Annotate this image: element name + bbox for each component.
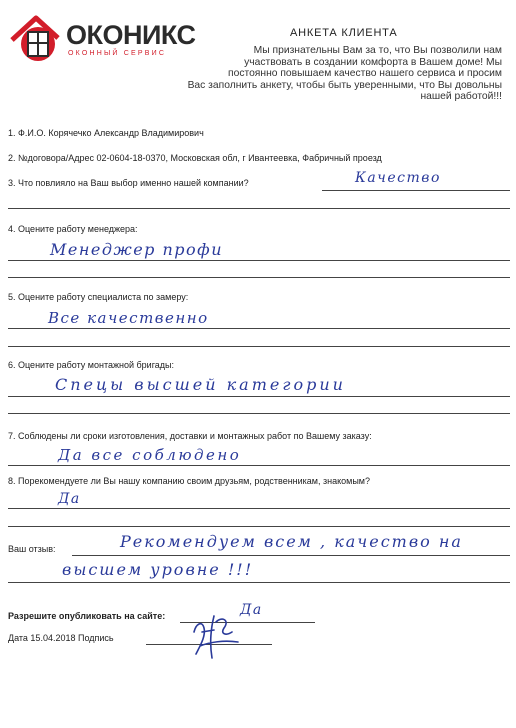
question-4-manager: 4. Оцените работу менеджера: (8, 224, 138, 234)
intro-line: Вас заполнить анкету, чтобы быть уверенными, что Вы довольны нашей работой!!! (187, 79, 502, 103)
publish-permission-label: Разрешите опубликовать на сайте: (8, 611, 166, 621)
question-3-choice-reason: 3. Что повлияло на Ваш выбор именно нашей компании? (8, 178, 249, 188)
question-6-install-team: 6. Оцените работу монтажной бригады: (8, 360, 174, 370)
question-8-recommend: 8. Порекомендуете ли Вы нашу компанию своим друзьям, родственникам, знакомым? (8, 476, 370, 486)
answer-6-handwriting: Спецы высшей категории (55, 375, 346, 394)
answer-line (72, 555, 510, 556)
date-signature-label: Дата 15.04.2018 Подпись (8, 633, 114, 643)
answer-line (8, 260, 510, 261)
window-logo-icon (8, 14, 64, 62)
intro-line: постоянно повышаем качество нашего сервиса и просим (228, 68, 502, 80)
form-title: АНКЕТА КЛИЕНТА (290, 27, 398, 39)
okoniks-logo (8, 14, 198, 62)
answer-line (8, 465, 510, 466)
logo-tagline: ОКОННЫЙ СЕРВИС (68, 50, 167, 57)
answer-3-handwriting: Качество (355, 170, 441, 186)
answer-8-handwriting: Да (58, 491, 81, 507)
answer-4-handwriting: Менеджер профи (50, 240, 223, 259)
feedback-handwriting-line-2: высшем уровне !!! (62, 560, 254, 579)
intro-line: участвовать в создании комфорта в Вашем доме! Мы (244, 56, 502, 68)
answer-line (8, 582, 510, 583)
logo-wordmark: ОКОНИКС (66, 20, 196, 50)
answer-line (8, 413, 510, 414)
answer-line (322, 190, 510, 191)
publish-answer-handwriting: Да (240, 602, 263, 618)
question-1-name: 1. Ф.И.О. Корячечко Александр Владимирович (8, 128, 204, 138)
answer-line (8, 328, 510, 329)
intro-line: Мы признательны Вам за то, что Вы позволили нам (253, 45, 502, 56)
answer-5-handwriting: Все качественно (48, 309, 209, 327)
answer-line (8, 526, 510, 527)
question-7-deadlines: 7. Соблюдены ли сроки изготовления, доставки и монтажных работ по Вашему заказу: (8, 431, 372, 441)
intro-text (182, 45, 502, 103)
answer-line (8, 346, 510, 347)
answer-line (8, 396, 510, 397)
question-2-contract-address: 2. №договора/Адрес 02-0604-18-0370, Московская обл, г Ивантеевка, Фабричный проезд (8, 153, 382, 163)
feedback-handwriting-line-1: Рекомендуем всем , качество на (120, 532, 463, 551)
answer-line (8, 508, 510, 509)
question-5-measurer: 5. Оцените работу специалиста по замеру: (8, 292, 189, 302)
answer-7-handwriting: Да все соблюдено (58, 446, 242, 464)
feedback-label: Ваш отзыв: (8, 544, 56, 554)
answer-line (8, 277, 510, 278)
answer-line (8, 208, 510, 209)
handwritten-signature (180, 602, 250, 662)
